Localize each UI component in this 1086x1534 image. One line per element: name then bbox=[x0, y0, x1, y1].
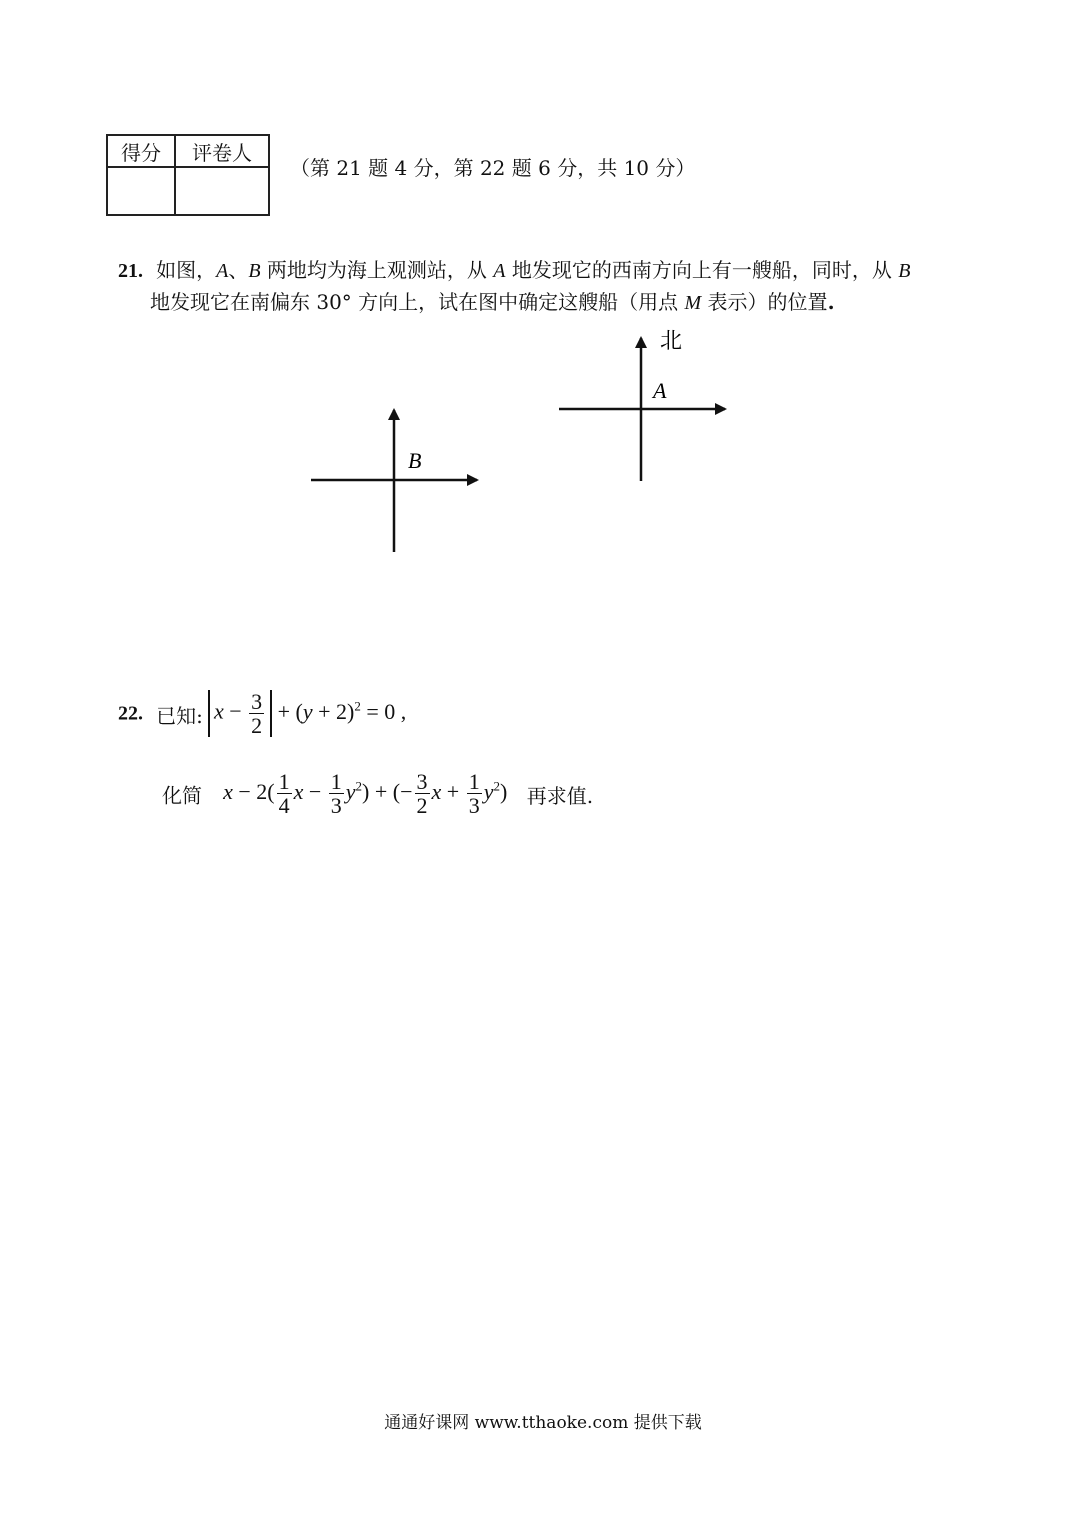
cross-b bbox=[311, 410, 477, 552]
q21-text-2a: 地发现它在南偏东 30° 方向上，试在图中确定这艘船（用点 bbox=[150, 290, 685, 314]
grader-header: 评卷人 bbox=[175, 135, 269, 167]
simplify-label: 化简 bbox=[162, 783, 202, 808]
absolute-value: x − $\frac{3}{2}$ bbox=[208, 690, 272, 737]
point-b-label: B bbox=[408, 448, 422, 473]
question-22-line-2 bbox=[162, 770, 593, 817]
q21-var-a: A bbox=[216, 260, 229, 282]
given-equation: x − $\frac{3}{2}$ + $(y + 2)^2 = 0$ , bbox=[208, 699, 406, 724]
q21-separator: 、 bbox=[228, 258, 249, 282]
point-a-label: A bbox=[653, 378, 667, 403]
q21-var-m: M bbox=[684, 292, 702, 314]
q21-text-1c: 地发现它的西南方向上有一艘船，同时，从 bbox=[505, 258, 899, 282]
q21-text-2b: 表示）的位置 bbox=[701, 290, 828, 314]
simplify-expression: x − 2( $\frac{1}{4}$ x − $\frac{1}{3}$ $y^2$) + (− $\frac{3}{2}$ x + $\frac{1}{3}$ $y^2$) bbox=[223, 769, 513, 819]
given-label: 已知: bbox=[156, 703, 203, 728]
section-note: （第 21 题 4 分，第 22 题 6 分，共 10 分） bbox=[290, 156, 696, 180]
q21-var-b-2: B bbox=[898, 260, 911, 282]
q21-var-b: B bbox=[248, 260, 261, 282]
question-22-number: 22. bbox=[118, 702, 143, 725]
score-header: 得分 bbox=[107, 135, 175, 167]
q21-text-1a: 如图， bbox=[156, 258, 217, 282]
q21-var-a-2: A bbox=[493, 260, 506, 282]
then-evaluate-label: 再求值. bbox=[526, 783, 594, 808]
footer: 通通好课网 www.tthaoke.com 提供下载 bbox=[384, 1413, 702, 1433]
cross-a bbox=[559, 329, 725, 481]
q21-period: . bbox=[827, 290, 835, 314]
direction-diagram bbox=[0, 0, 1086, 600]
question-21-number: 21. bbox=[118, 260, 143, 282]
question-22-line-1 bbox=[118, 690, 406, 737]
north-label: 北 bbox=[660, 329, 683, 354]
q21-text-1b: 两地均为海上观测站，从 bbox=[260, 258, 494, 282]
